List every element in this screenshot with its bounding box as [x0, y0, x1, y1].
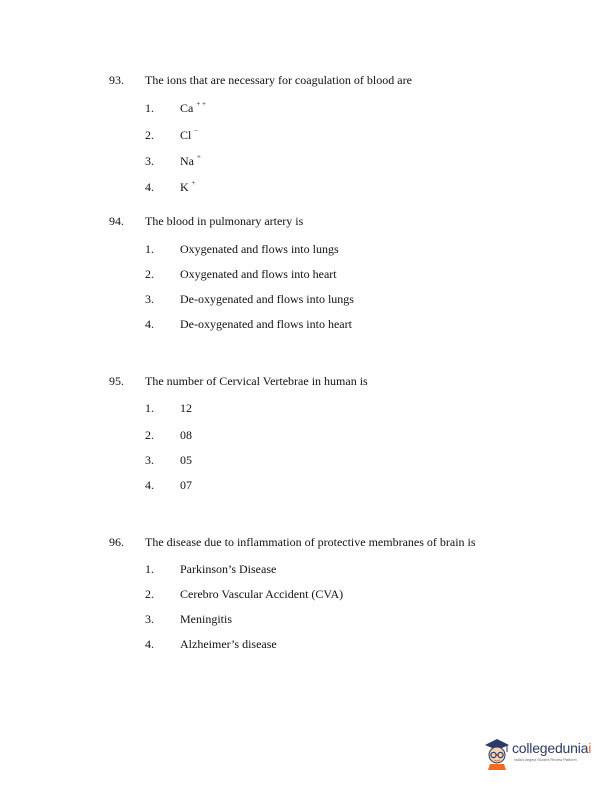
option-number: 2. [145, 128, 154, 142]
ion-charge: − [194, 127, 199, 135]
option-text: De-oxygenated and flows into lungs [180, 292, 354, 306]
option-text: 07 [180, 478, 192, 492]
option-text [180, 154, 201, 169]
option-number: 1. [145, 401, 154, 415]
collegedunia-logo [478, 736, 602, 772]
ion-charge: + + [196, 100, 206, 108]
question-number: 93. [109, 73, 124, 87]
question-number: 94. [109, 214, 124, 228]
option-text: 12 [180, 401, 192, 415]
option-text [180, 180, 196, 195]
option-text: Oxygenated and flows into heart [180, 267, 337, 281]
option-text: De-oxygenated and flows into heart [180, 317, 352, 331]
question-text: The ions that are necessary for coagulation of blood are [145, 73, 412, 87]
logo-tagline: India's largest Student Review Platform [514, 758, 577, 762]
option-label: K [180, 180, 189, 194]
option-number: 4. [145, 637, 154, 651]
option-number: 2. [145, 428, 154, 442]
graduate-mascot-icon [482, 736, 512, 770]
logo-name-accent: i [588, 740, 592, 756]
option-number: 2. [145, 267, 154, 281]
option-number: 3. [145, 453, 154, 467]
question-text: The number of Cervical Vertebrae in human is [145, 374, 368, 388]
option-number: 4. [145, 317, 154, 331]
option-number: 4. [145, 478, 154, 492]
option-text: 05 [180, 453, 192, 467]
ion-charge: + [191, 179, 196, 187]
question-text: The disease due to inflammation of protective membranes of brain is [145, 535, 476, 549]
option-text: Parkinson’s Disease [180, 562, 277, 576]
option-label: Cl [180, 128, 192, 142]
option-text [180, 128, 198, 143]
option-number: 2. [145, 587, 154, 601]
option-label: Ca [180, 101, 194, 115]
option-number: 3. [145, 612, 154, 626]
option-label: Na [180, 154, 194, 168]
option-number: 3. [145, 292, 154, 306]
question-number: 95. [109, 374, 124, 388]
option-text [180, 101, 206, 116]
option-number: 1. [145, 101, 154, 115]
logo-wordmark [512, 740, 591, 756]
option-number: 3. [145, 154, 154, 168]
question-text: The blood in pulmonary artery is [145, 214, 304, 228]
option-text: Meningitis [180, 612, 233, 626]
question-number: 96. [109, 535, 124, 549]
option-number: 4. [145, 180, 154, 194]
option-number: 1. [145, 242, 154, 256]
option-text: Oxygenated and flows into lungs [180, 242, 339, 256]
ion-charge: + [197, 153, 201, 161]
logo-name: collegedunia [512, 740, 589, 756]
option-text: Alzheimer’s disease [180, 637, 277, 651]
option-number: 1. [145, 562, 154, 576]
option-text: Cerebro Vascular Accident (CVA) [180, 587, 344, 601]
option-text: 08 [180, 428, 192, 442]
